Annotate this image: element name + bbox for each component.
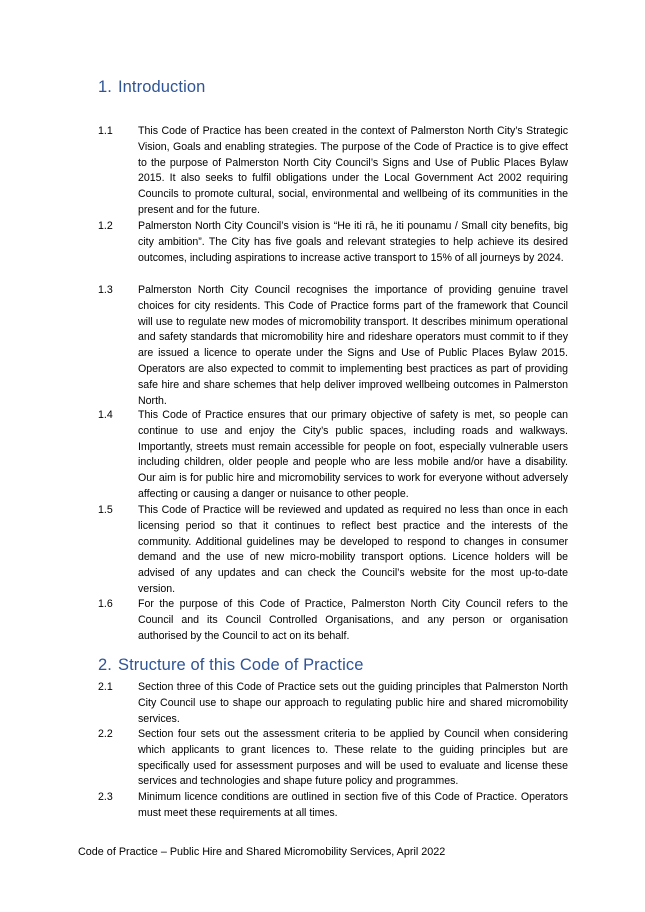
paragraph-number: 1.5 [98, 504, 113, 516]
section-title: Structure of this Code of Practice [117, 656, 364, 674]
paragraph-1-4 [98, 408, 568, 503]
section-title: Introduction [117, 78, 206, 96]
paragraph-text: Section four sets out the assessment criteria to be applied by Council when considering which applicants to grant licences to. These relate to the guiding principles but are specifically used for assessment purposes and will be used to evaluate and license these services and technologies and shape future policy and programmes. [138, 728, 568, 788]
paragraph-text: This Code of Practice will be reviewed and updated as required no less than once in each licensing period so that it continues to reflect best practice and the interests of the community. Additional guidelines may be developed to respond to changes in consumer demand and the use of new micro-mobility transport options. Licence holders will be advised of any updates and can check the Council’s website for the most up-to-date version. [138, 504, 568, 595]
paragraph-number: 2.3 [98, 791, 113, 803]
paragraph-1-1 [98, 124, 568, 219]
paragraph-text: For the purpose of this Code of Practice, Palmerston North City Council refers to the Council and its Council Controlled Organisations, and any person or organisation authorised by the Council to act on its behalf. [138, 598, 568, 642]
paragraph-2-1 [98, 680, 568, 727]
paragraph-text: This Code of Practice has been created in the context of Palmerston North City’s Strategic Vision, Goals and enabling strategies. The purpose of the Code of Practice is to give effect to the purpose of Palmerston North City Council’s Signs and Use of Public Places Bylaw 2015. It also seeks to fulfil obligations under the Local Government Act 2002 requiring Councils to promote cultural, social, environmental and wellbeing of its communities in the present and for the future. [138, 125, 568, 216]
section-number: 1. [98, 78, 112, 96]
paragraph-text: Section three of this Code of Practice sets out the guiding principles that Palmerston North City Council use to shape our approach to regulating public hire and shared micromobility services. [138, 681, 568, 725]
section-heading-introduction [98, 78, 205, 97]
paragraph-text: This Code of Practice ensures that our primary objective of safety is met, so people can continue to use and enjoy the City’s public spaces, including roads and walkways. Importantly, streets must remain accessible for people on foot, especially vulnerable users including children, older people and people who are less mobile and/or have a disability. Our aim is for public hire and micromobility services to work for everyone without adversely affecting or causing a danger or nuisance to other people. [138, 409, 568, 500]
paragraph-text: Palmerston North City Council’s vision is “He iti rā, he iti pounamu / Small city benefits, big city ambition”. The City has five goals and relevant strategies to help achieve its desired outcomes, including aspirations to increase active transport to 15% of all journeys by 2024. [138, 220, 568, 264]
paragraph-number: 1.4 [98, 409, 113, 421]
section-heading-structure [98, 656, 363, 675]
paragraph-1-3 [98, 283, 568, 409]
paragraph-number: 1.3 [98, 284, 113, 296]
paragraph-number: 2.1 [98, 681, 113, 693]
section-number: 2. [98, 656, 112, 674]
paragraph-2-3 [98, 790, 568, 822]
paragraph-number: 2.2 [98, 728, 113, 740]
paragraph-text: Palmerston North City Council recognises the importance of providing genuine travel choices for city residents. This Code of Practice forms part of the framework that Council will use to regulate new modes of micromobility transport. It describes minimum operational and safety standards that micromobility hire and rideshare operators must commit to if they are issued a licence to operate under the Signs and Use of Public Places Bylaw 2015. Operators are also expected to commit to implementing best practices as part of providing safe hire and share schemes that help deliver improved wellbeing outcomes in Palmerston North. [138, 284, 568, 407]
paragraph-number: 1.6 [98, 598, 113, 610]
paragraph-number: 1.2 [98, 220, 113, 232]
paragraph-number: 1.1 [98, 125, 113, 137]
paragraph-2-2 [98, 727, 568, 790]
paragraph-text: Minimum licence conditions are outlined in section five of this Code of Practice. Operators must meet these requirements at all times. [138, 791, 568, 819]
paragraph-1-5 [98, 503, 568, 598]
paragraph-1-6 [98, 597, 568, 644]
page-footer: Code of Practice – Public Hire and Shared Micromobility Services, April 2022 [78, 846, 446, 858]
paragraph-1-2 [98, 219, 568, 266]
